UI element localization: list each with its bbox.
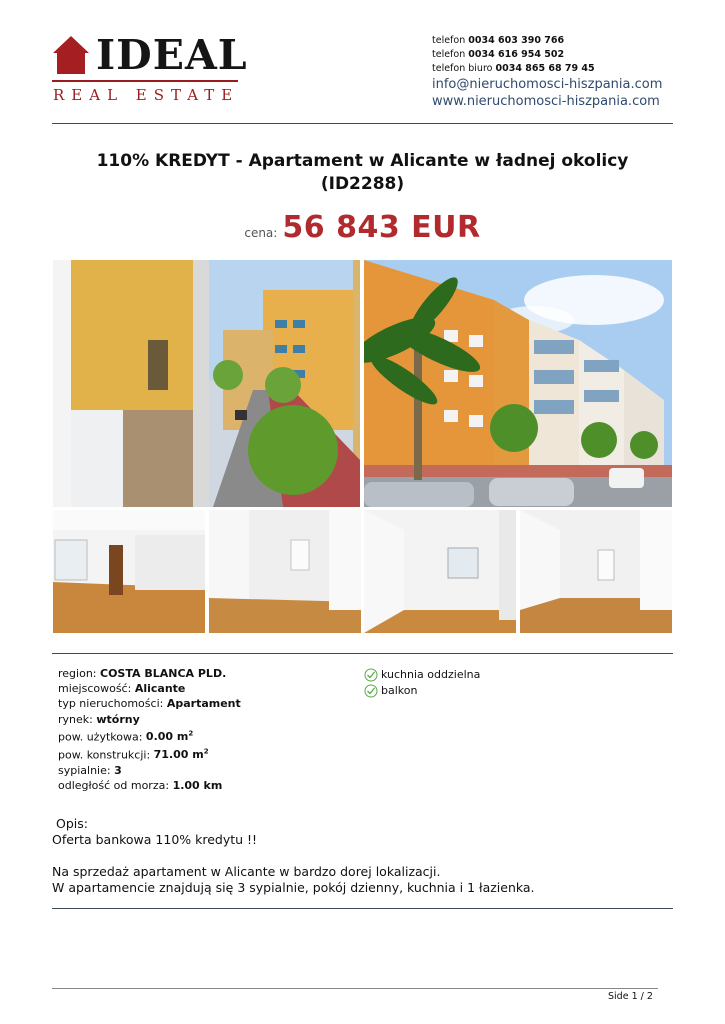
price-label: cena: — [244, 226, 278, 240]
price-row — [52, 210, 673, 245]
photo-building-exterior[interactable] — [364, 260, 672, 507]
price-value: 56 843 EUR — [282, 210, 481, 245]
spec-market: rynek: wtórny — [58, 712, 140, 726]
logo-word: IDEAL — [96, 31, 248, 79]
spec-sea-distance: odległość od morza: 1.00 km — [58, 778, 223, 792]
page-number: Side 1 / 2 — [608, 991, 653, 1002]
website-link[interactable]: www.nieruchomosci-hiszpania.com — [432, 94, 660, 109]
contact-block — [432, 34, 662, 110]
photos-divider — [52, 653, 673, 654]
check-icon — [364, 684, 378, 698]
footer-divider — [52, 988, 658, 989]
spec-built-area: pow. konstrukcji: 71.00 $m^2$ — [58, 747, 209, 762]
description-heading: Opis: — [56, 816, 88, 831]
spec-bedrooms: sypialnie: 3 — [58, 763, 122, 777]
property-specs — [58, 666, 241, 793]
logo-divider — [52, 80, 238, 82]
features-list — [364, 667, 480, 699]
feature-item: kuchnia oddzielna — [364, 667, 480, 683]
photo-room-3[interactable] — [364, 510, 516, 633]
photo-balcony-street[interactable] — [53, 260, 360, 507]
listing-title: 110% KREDYT - Apartament w Alicante w ładnej okolicy (ID2288) — [96, 151, 629, 194]
phone-line-3: telefon biuro 0034 865 68 79 45 — [432, 63, 595, 74]
phone-number-2[interactable]: 0034 616 954 502 — [468, 49, 565, 60]
feature-item: balkon — [364, 683, 480, 699]
spec-usable-area: pow. użytkowa: 0.00 $m^2$ — [58, 729, 194, 744]
description-line: W apartamencie znajdują się 3 sypialnie, pokój dzienny, kuchnia i 1 łazienka. — [52, 880, 535, 895]
phone-number-office[interactable]: 0034 865 68 79 45 — [495, 63, 595, 74]
spec-town: miejscowość: Alicante — [58, 682, 186, 696]
logo-subtitle: REAL ESTATE — [53, 86, 240, 104]
description-line: Na sprzedaż apartament w Alicante w bardzo dorej lokalizacji. — [52, 864, 441, 879]
house-icon — [52, 35, 90, 75]
header-divider — [52, 123, 673, 124]
description-divider — [52, 908, 673, 909]
phone-line-1: telefon 0034 603 390 766 — [432, 35, 565, 46]
check-icon — [364, 668, 378, 682]
photo-room-4[interactable] — [520, 510, 672, 633]
photo-room-1[interactable] — [53, 510, 205, 633]
description-line: Oferta bankowa 110% kredytu !! — [52, 832, 258, 847]
phone-line-2: telefon 0034 616 954 502 — [432, 49, 565, 60]
email-link[interactable]: info@nieruchomosci-hiszpania.com — [432, 77, 663, 92]
company-logo — [52, 31, 248, 108]
phone-number-1[interactable]: 0034 603 390 766 — [468, 35, 565, 46]
description — [52, 816, 672, 896]
spec-type: typ nieruchomości: Apartament — [58, 697, 241, 711]
photo-room-2[interactable] — [209, 510, 361, 633]
spec-region: region: COSTA BLANCA PLD. — [58, 667, 227, 680]
